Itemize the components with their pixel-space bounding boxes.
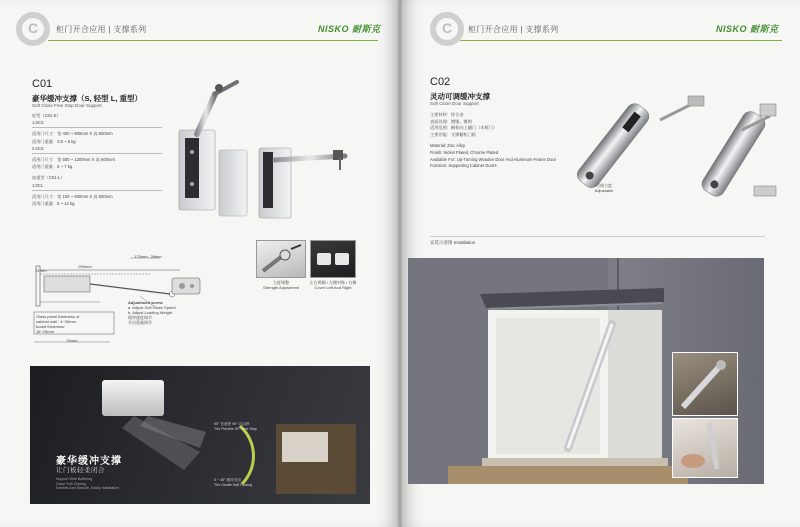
spec-heading-light: 轻型（C01-S） [32,113,61,118]
install-detail-photo-2 [672,418,738,478]
label-en: Adjustable [594,188,614,193]
header-rule [48,40,378,41]
adjustment-note: 开启重量调节 [128,320,152,325]
spec-line: 主要功能：支撑橱柜门板 [430,131,477,137]
caption-zh: 左右两侧 / 左侧对称 / 右侧 [309,280,357,285]
caption-en: Strength Adjustment [262,285,300,290]
divider [32,127,162,128]
spec-sub: 1.0CS [32,120,44,126]
banner-english [56,477,119,491]
adjustment-detail [168,272,208,300]
thickness-note: Glass panel thickness of cabinet wall : 4~30mm board thickness: 16~25mm [36,314,80,334]
note-en: The Flexible 90° Free Stop [214,426,257,431]
spec-list [32,112,182,207]
spec-line: 适用门重量：5 ~ 12 kg [32,201,75,207]
note-zh: 90° 任意停 90° 自由停 [214,422,250,426]
dim-label: 28mm [150,254,162,259]
banner-en-line: Exhibits And Smooth, Easily Installation [56,486,119,491]
adjustment-note: b. Adjust Loading Weight [128,310,173,315]
caption-zh: 力度调整 [273,280,289,285]
spec-line: 主要材料：锌合金 [430,112,464,117]
strength-adjust-caption [252,280,310,290]
dim-label: 21mm [35,268,47,273]
c01-product-image [175,72,375,222]
spec-line: Available For: Up-Turning Wooden Door And Aluminum-Frame Door [430,156,557,162]
spec-line: 适用门重量：3.5 ~ 6 kg [32,138,76,144]
divider [32,190,162,191]
feature-banner [30,366,370,504]
note-en: The Gentle Soft Closing [214,482,253,487]
dim-label: 290mm [78,264,92,269]
label-zh: 可调力度 [596,183,612,188]
strength-adjust-thumb [256,240,306,278]
product-code: C02 [430,76,451,88]
brand-logo: NISKO 耐斯克 [716,24,779,34]
spec-line: Finish: Nickel Plated, Chrome Plated [430,149,499,155]
header-rule [460,40,782,41]
header-logo-mark: C [16,12,50,46]
banner-subtitle: 让门板轻柔闭合 [56,467,105,474]
dim-label: 92mm [66,338,78,343]
adjustment-note: 缓冲速度调节 [128,315,152,320]
product-title: 灵动可调缓冲支撑 [430,92,490,101]
header-title: 柜门开合应用 | 支撑系列 [56,25,147,34]
banner-title: 豪华缓冲支撑 [56,456,122,467]
banner-en-line: Close Soft Closing [56,481,86,486]
c02-product-image [542,90,792,220]
caption-en: Cover Left And Right [314,285,352,290]
spec-line: 适用门尺寸：宽 400 ~ 900mm X 高 600mm [32,131,113,137]
banner-note-bottom [214,478,252,487]
cover-thumb [310,240,356,278]
banner-en-line: Support With Buffering [56,477,93,481]
adjustable-label [584,183,624,193]
product-code: C01 [32,78,53,90]
spec-sub: 1.0CL [32,182,44,188]
spec-line: 适用门尺寸：宽 150 ~ 900mm X 高 600mm [32,193,113,199]
spec-line: 适用门重量：5 ~ 7 kg [32,164,73,170]
left-page [0,0,398,527]
spec-line: 适用范围：橱柜向上翻门（木框门） [430,125,498,131]
spec-sub: 2.0CS [32,145,44,151]
product-subtitle: Soft Close Door Support [430,101,479,106]
spec-line: 表面处理：镀镍，镀铬 [430,118,472,124]
divider [32,153,162,154]
dim-label: 170mm [134,254,148,259]
banner-note-top [214,422,257,431]
cover-caption [306,280,360,290]
install-divider [430,236,765,237]
spec-heading-heavy: 加重型（C01-L） [32,175,65,181]
header-title: 柜门开合应用 | 支撑系列 [468,25,559,34]
adjustment-legend [128,300,206,325]
brand-logo: NISKO 耐斯克 [318,24,381,34]
spec-line: 适用门尺寸：宽 500 ~ 1200mm X 高 600mm [32,157,115,163]
adjustment-title: Adjustment screw [128,300,163,305]
install-detail-photo-1 [672,352,738,416]
spec-line: Material: Zinc Alloy [430,143,466,149]
installation-label: 安装示意图 Installation [430,240,476,245]
adjustment-note: a. Adjust Soft Close Speed [128,305,176,310]
product-subtitle: Soft Close Free Stop Door Support [32,103,102,108]
note-zh: 0 ~ 45° 缓冲关闭 [214,478,241,482]
header-logo-mark: C [430,12,464,46]
spec-line: Function: Supporting Cabinet Doors [430,163,497,169]
product-title: 豪华缓冲支撑（S, 轻型 L, 重型） [32,94,143,103]
